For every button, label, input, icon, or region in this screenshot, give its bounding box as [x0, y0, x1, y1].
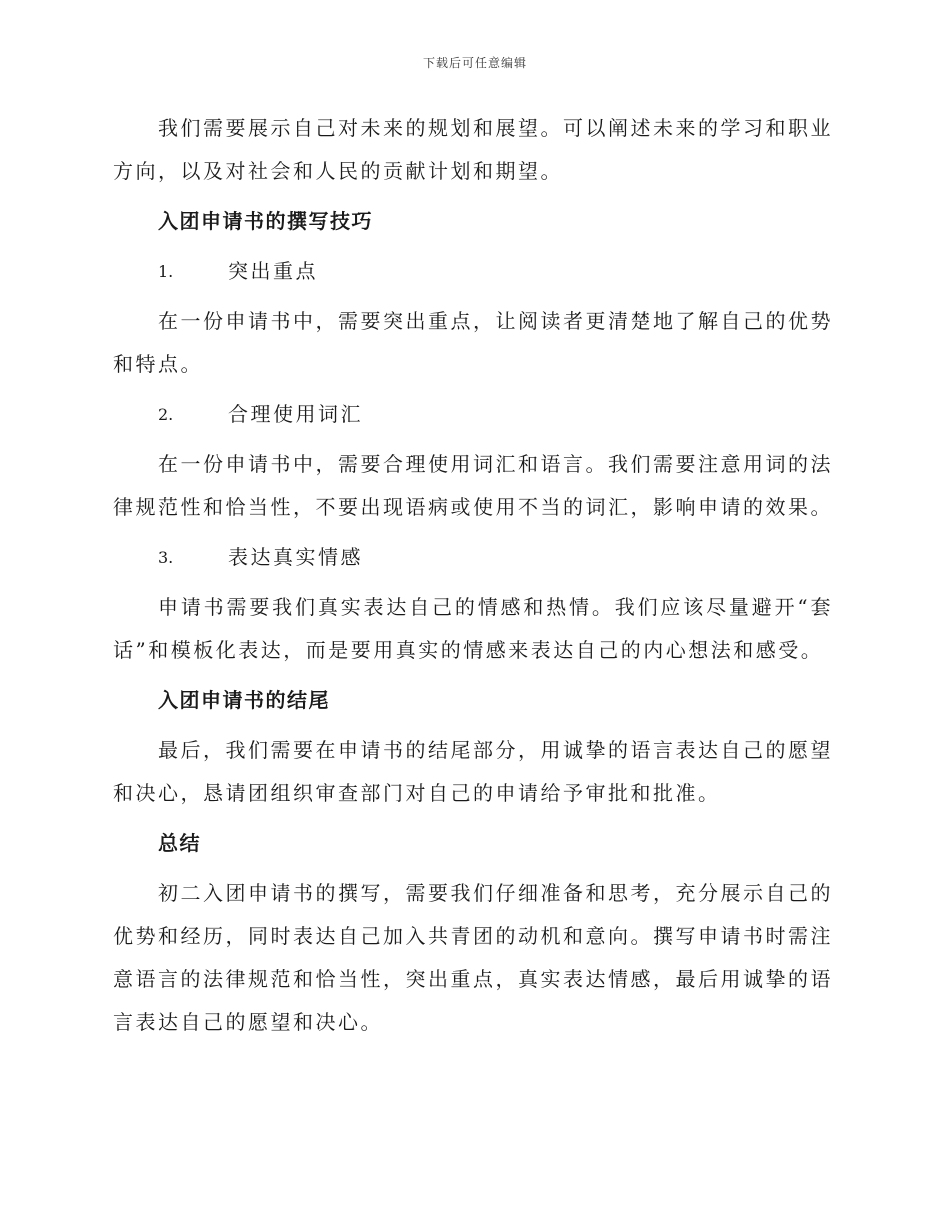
paragraph-future-plans: 我们需要展示自己对未来的规划和展望。可以阐述未来的学习和职业方向，以及对社会和人民的贡献计划和期望。 [113, 116, 833, 183]
list-item-2 [158, 393, 833, 436]
list-item-3 [158, 536, 833, 579]
list-item-label: 突出重点 [228, 259, 318, 283]
list-number: 1. [158, 262, 174, 281]
list-number: 3. [158, 548, 174, 567]
paragraph-highlight-points: 在一份申请书中，需要突出重点，让阅读者更清楚地了解自己的优势和特点。 [113, 309, 833, 376]
list-item-label: 合理使用词汇 [228, 402, 363, 426]
page-header: 下载后可任意编辑 [422, 56, 527, 70]
list-number: 2. [158, 405, 174, 424]
paragraph-ending: 最后，我们需要在申请书的结尾部分，用诚挚的语言表达自己的愿望和决心，恳请团组织审查部门对自己的申请给予审批和批准。 [113, 738, 833, 805]
paragraph-vocabulary: 在一份申请书中，需要合理使用词汇和语言。我们需要注意用词的法律规范性和恰当性，不要出现语病或使用不当的词汇，影响申请的效果。 [113, 452, 833, 519]
section-heading-ending: 入团申请书的结尾 [158, 688, 330, 712]
section-heading-writing-tips: 入团申请书的撰写技巧 [158, 209, 373, 233]
list-item-label: 表达真实情感 [228, 545, 363, 569]
document-body [113, 107, 833, 1051]
section-heading-summary: 总结 [158, 831, 201, 855]
paragraph-summary: 初二入团申请书的撰写，需要我们仔细准备和思考，充分展示自己的优势和经历，同时表达自己加入共青团的动机和意向。撰写申请书时需注意语言的法律规范和恰当性，突出重点，真实表达情感，最后用诚挚的语言表达自己的愿望和决心。 [113, 881, 833, 1034]
paragraph-true-emotion: 申请书需要我们真实表达自己的情感和热情。我们应该尽量避开“套话”和模板化表达，而是要用真实的情感来表达自己的内心想法和感受。 [113, 595, 833, 662]
list-item-1 [158, 250, 833, 293]
